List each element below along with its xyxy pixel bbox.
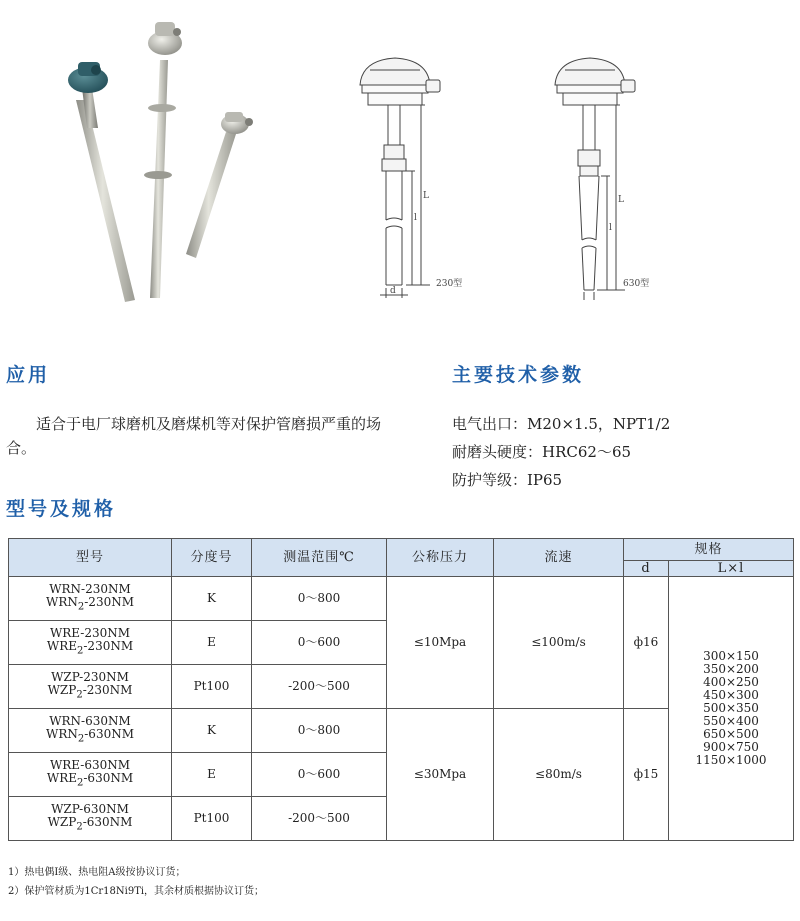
pressure-cell: ≤30Mpa xyxy=(387,709,494,841)
header-spec: 规格 xyxy=(624,539,794,561)
model-cell: WRE-630NM $WRE_2-630NM$ xyxy=(9,753,172,797)
d-cell: ф16 xyxy=(624,577,669,709)
header-model: 型号 xyxy=(9,539,172,577)
size-item: 400×250 xyxy=(703,675,759,689)
model-cell: WZP-630NM $WZP_2-630NM$ xyxy=(9,797,172,841)
params-title: 主要技术参数 xyxy=(452,364,585,386)
param-protection-grade: 防护等级：IP65 xyxy=(452,471,563,489)
dim-L-label: L xyxy=(423,191,429,201)
sensor-teal-head xyxy=(68,62,135,302)
application-text xyxy=(6,412,398,460)
header-flow: 流速 xyxy=(494,539,624,577)
param-tip-hardness: 耐磨头硬度：HRC62～65 xyxy=(452,443,632,461)
dim-d-label: d xyxy=(390,286,396,296)
division-cell: E xyxy=(172,753,252,797)
size-item: 550×400 xyxy=(703,714,759,728)
range-cell: -200～500 xyxy=(252,797,387,841)
header-lxl: L×l xyxy=(669,561,794,577)
d-cell: ф15 xyxy=(624,709,669,841)
size-item: 450×300 xyxy=(703,688,759,702)
footnote-2: 2）保护管材质为1Cr18Ni9Ti，其余材质根据协议订货； xyxy=(8,886,265,897)
params-list xyxy=(452,410,792,494)
model-cell: WZP-230NM $WZP_2-230NM$ xyxy=(9,665,172,709)
division-cell: K xyxy=(172,709,252,753)
range-cell: 0～600 xyxy=(252,753,387,797)
drawing-230-label: 230型 xyxy=(436,279,463,289)
flow-cell: ≤100m/s xyxy=(494,577,624,709)
model-cell: WRN-630NM $WRN_2-630NM$ xyxy=(9,709,172,753)
range-cell: -200～500 xyxy=(252,665,387,709)
division-cell: K xyxy=(172,577,252,621)
size-item: 900×750 xyxy=(703,740,759,754)
product-photo xyxy=(0,0,290,310)
pressure-cell: ≤10Mpa xyxy=(387,577,494,709)
spec-table xyxy=(8,538,794,841)
model-cell: WRE-230NM $WRE_2-230NM$ xyxy=(9,621,172,665)
header-division: 分度号 xyxy=(172,539,252,577)
param-electrical-outlet: 电气出口：M20×1.5，NPT1/2 xyxy=(452,415,671,433)
division-cell: E xyxy=(172,621,252,665)
sensor-silver-short xyxy=(186,112,253,258)
range-cell: 0～800 xyxy=(252,577,387,621)
range-cell: 0～800 xyxy=(252,709,387,753)
size-item: 1150×1000 xyxy=(695,753,767,767)
dim-L-label: L xyxy=(618,195,624,205)
division-cell: Pt100 xyxy=(172,665,252,709)
size-item: 300×150 xyxy=(703,649,759,663)
header-range: 测温范围℃ xyxy=(252,539,387,577)
table-row xyxy=(9,577,794,621)
dimension-drawing-230 xyxy=(340,40,490,305)
dim-l-label: l xyxy=(609,223,612,233)
header-pressure: 公称压力 xyxy=(387,539,494,577)
header-d: d xyxy=(624,561,669,577)
size-item: 350×200 xyxy=(703,662,759,676)
division-cell: Pt100 xyxy=(172,797,252,841)
footnote-1: 1）热电偶I级、热电阻A级按协议订货； xyxy=(8,867,186,878)
dim-l-label: l xyxy=(414,213,417,223)
drawing-630-label: 630型 xyxy=(623,279,650,289)
application-paragraph: 适合于电厂球磨机及磨煤机等对保护管磨损严重的场合。 xyxy=(6,415,382,457)
sizes-cell xyxy=(669,577,794,841)
sensor-silver-tall xyxy=(144,22,182,298)
size-item: 650×500 xyxy=(703,727,759,741)
application-title: 应用 xyxy=(6,364,51,386)
size-item: 500×350 xyxy=(703,701,759,715)
dimension-drawing-630 xyxy=(535,40,685,305)
flow-cell: ≤80m/s xyxy=(494,709,624,841)
model-cell: WRN-230NM $WRN_2-230NM$ xyxy=(9,577,172,621)
models-title: 型号及规格 xyxy=(6,498,117,520)
range-cell: 0～600 xyxy=(252,621,387,665)
